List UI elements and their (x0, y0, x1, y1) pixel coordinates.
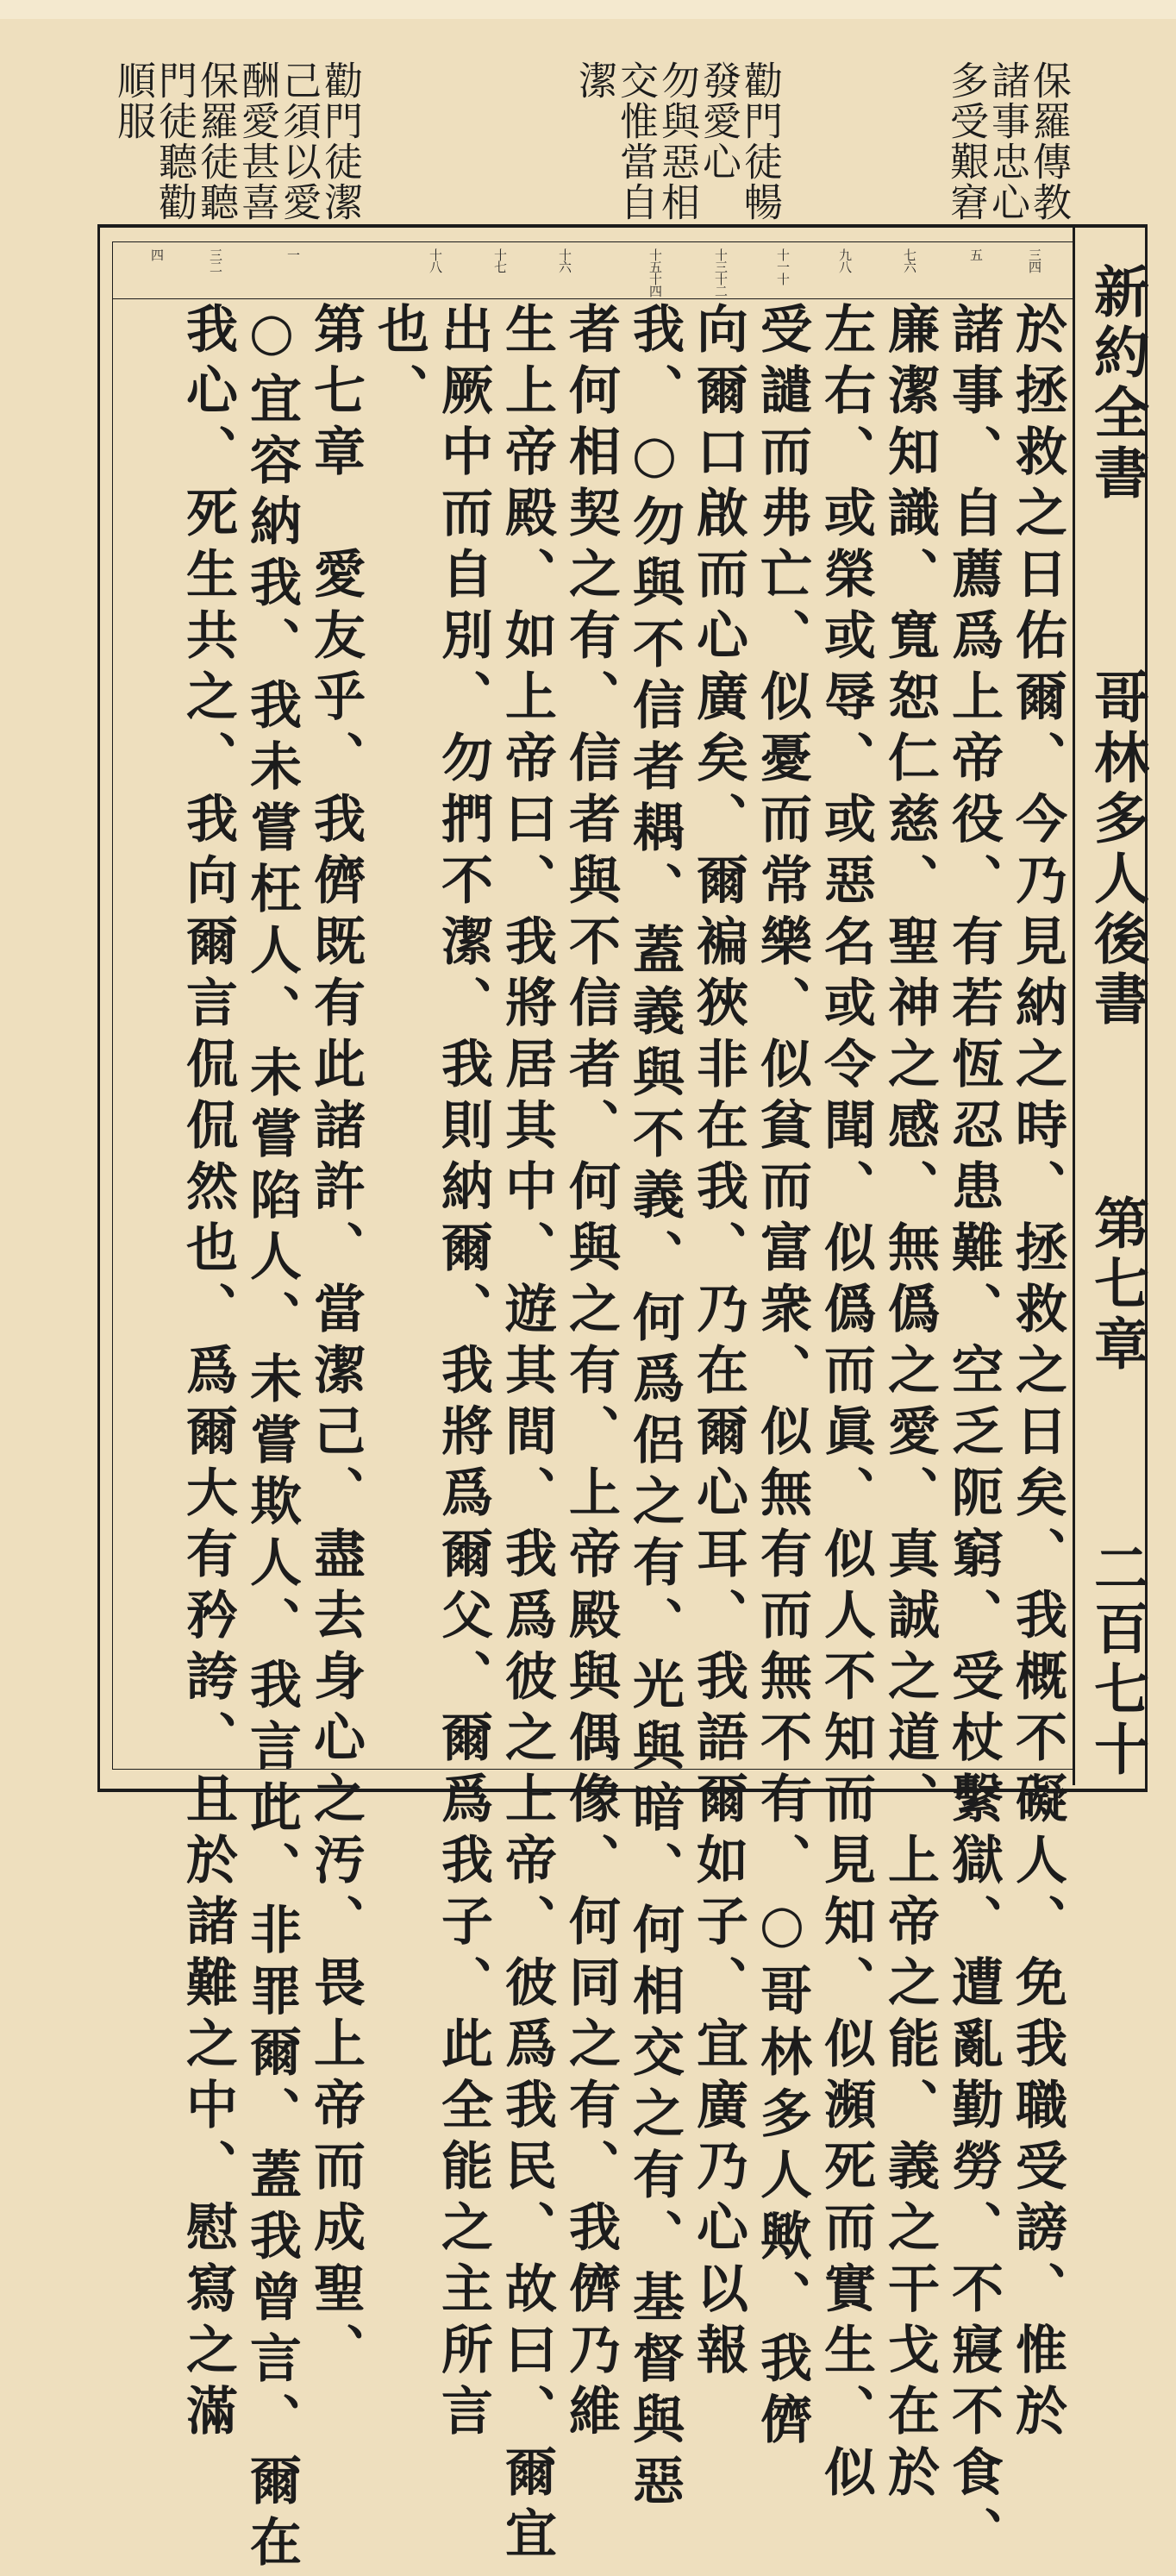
text-column: 向爾口啟而心廣矣、爾褊狹非在我、乃在爾心耳、我語爾如子、宜廣乃心以報 (688, 302, 748, 2384)
chapter-start-column: 第七章 愛友乎、我儕既有此諸許、當潔己、盡去身心之汚、畏上帝而成聖、 (305, 302, 366, 2384)
text-column: 左右、或榮或辱、或惡名或令聞、似僞而眞、似人不知而見知、似瀕死而實生、似 (816, 302, 876, 2506)
text-column: ○宜容納我、我未嘗枉人、未嘗陷人、未嘗欺人、我言此、非罪爾、蓋我曾言、爾在 (241, 302, 302, 2576)
margin-note-right-group (943, 60, 1072, 233)
margin-note-line: 潔 (572, 60, 617, 101)
verse-number: 十六 (557, 248, 572, 273)
margin-note-line: 門徒聽勸 (152, 60, 197, 223)
verse-number: 七六 (902, 248, 917, 273)
text-column: 出厥中而自別、勿捫不潔、我則納爾、我將爲爾父、爾爲我子、此全能之主所言 (433, 302, 493, 2445)
verse-number: 三二 (208, 248, 223, 273)
margin-note-line: 保羅徒聽 (193, 60, 239, 223)
text-column: 諸事、自薦爲上帝役、有若恆忍患難、空乏阨窮、受杖繫獄、遭亂勤勞、不寢不食、 (943, 302, 1004, 2567)
page-top-edge (0, 0, 1176, 19)
verse-number: 十五十四 (647, 248, 663, 297)
text-column: 也、 (369, 302, 429, 424)
margin-note-left-group (110, 60, 363, 233)
text-column: 受譴而弗亡、似憂而常樂、似貧而富衆、似無有而無不有、○哥林多人歟、我儕 (752, 302, 812, 2454)
running-head-title: 新約全書 (1085, 263, 1149, 505)
margin-note-line: 勿與惡相 (654, 60, 700, 223)
margin-note-middle-group (565, 60, 783, 233)
running-head-book: 哥林多人後書 (1085, 668, 1149, 1031)
running-head-rule (1073, 224, 1075, 1785)
text-column: 廉潔知識、寬恕仁慈、聖神之感、無僞之愛、真誠之道、上帝之能、義之干戈在於 (879, 302, 940, 2506)
margin-note-line: 保羅傳教 (1026, 60, 1072, 223)
text-column: 於拯救之日佑爾、今乃見納之時、拯救之日矣、我概不礙人、免我職受謗、惟於 (1007, 302, 1067, 2445)
running-head (1085, 263, 1149, 1781)
verse-number: 十一十 (775, 248, 791, 285)
verse-number: 一 (285, 248, 301, 260)
margin-note-line: 順服 (110, 60, 156, 141)
text-column: 我心、死生共之、我向爾言侃侃然也、爲爾大有矜誇、且於諸難之中、慰寫之滿 (178, 302, 238, 2445)
verse-number: 五 (968, 248, 984, 260)
margin-note-line: 酬愛甚喜 (235, 60, 280, 223)
verse-number: 十七 (492, 248, 508, 273)
verse-number: 九八 (837, 248, 853, 273)
running-head-chapter: 第七章 (1085, 1194, 1149, 1376)
verse-number: 四 (149, 248, 165, 260)
text-column: 我、○勿與不信者耦、蓋義與不義、何爲侶之有、光與暗、何相交之有、基督與惡 (624, 302, 685, 2515)
margin-note-line: 己須以愛 (276, 60, 322, 223)
verse-number-strip (112, 241, 1073, 299)
text-column: 者何相契之有、信者與不信者、何與之有、上帝殿與偶像、何同之有、我儕乃維 (560, 302, 621, 2445)
margin-note-line: 諸事忠心 (985, 60, 1030, 223)
main-text (116, 302, 1069, 2576)
verse-number: 三四 (1027, 248, 1042, 273)
page-number: 二百七十 (1085, 1539, 1149, 1781)
verse-number: 十三十二 (713, 248, 729, 297)
margin-note-line: 勸門徒潔 (317, 60, 363, 223)
text-column: 生上帝殿、如上帝曰、我將居其中、遊其間、我爲彼之上帝、彼爲我民、故曰、爾宜 (497, 302, 557, 2567)
margin-note-line: 發愛心 (696, 60, 741, 182)
verse-number: 十八 (428, 248, 443, 273)
margin-note-line: 勸門徒暢 (737, 60, 783, 223)
margin-note-line: 多受艱窘 (943, 60, 989, 223)
margin-note-line: 交惟當自 (613, 60, 659, 223)
